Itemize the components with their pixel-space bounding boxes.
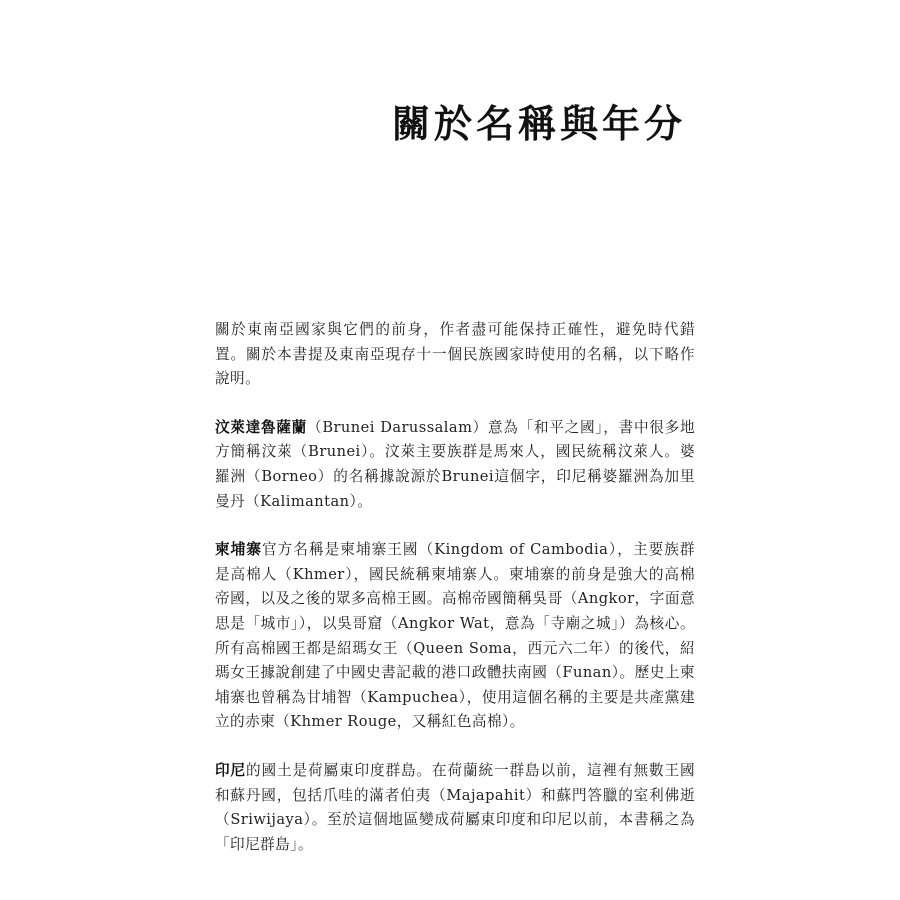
page-title: 關於名稱與年分 [392, 101, 687, 146]
entry-brunei [215, 416, 695, 514]
entry-text: 官方名稱是柬埔寨王國（Kingdom of Cambodia），主要族群是高棉人（Khmer），國民統稱柬埔寨人。柬埔寨的前身是強大的高棉帝國，以及之後的眾多高棉王國。高棉帝國簡稱吳哥（Angkor，字面意思是「城市」），以吳哥窟（Angkor Wat，意為「寺廟之城」）為核心。所有高棉國王都是紹瑪女王（Queen Soma，西元六二年）的後代，紹瑪女王據說創建了中國史書記載的港口政體扶南國（Funan）。歷史上柬埔寨也曾稱為甘埔智（Kampuchea），使用這個名稱的主要是共產黨建立的赤柬（Khmer Rouge，又稱紅色高棉）。 [215, 541, 695, 731]
intro-paragraph: 關於東南亞國家與它們的前身，作者盡可能保持正確性，避免時代錯置。關於本書提及東南亞現存十一個民族國家時使用的名稱，以下略作說明。 [215, 321, 695, 388]
entry-text: 的國土是荷屬東印度群島。在荷蘭統一群島以前，這裡有無數王國和蘇丹國，包括爪哇的滿者伯夷（Majapahit）和蘇門答臘的室利佛逝（Sriwijaya）。至於這個地區變成荷屬東印度和印尼以前，本書稱之為「印尼群島」。 [215, 761, 695, 853]
entry-term: 印尼 [215, 761, 246, 779]
entry-cambodia [215, 538, 695, 735]
entry-term: 柬埔寨 [215, 541, 262, 559]
entry-indonesia [215, 759, 695, 857]
entry-term: 汶萊達魯薩蘭 [215, 418, 307, 436]
entry-text: （Brunei Darussalam）意為「和平之國」，書中很多地方簡稱汶萊（Brunei）。汶萊主要族群是馬來人，國民統稱汶萊人。婆羅洲（Borneo）的名稱據說源於Brunei這個字，印尼稱婆羅洲為加里曼丹（Kalimantan）。 [215, 418, 696, 510]
body-text [215, 318, 695, 857]
